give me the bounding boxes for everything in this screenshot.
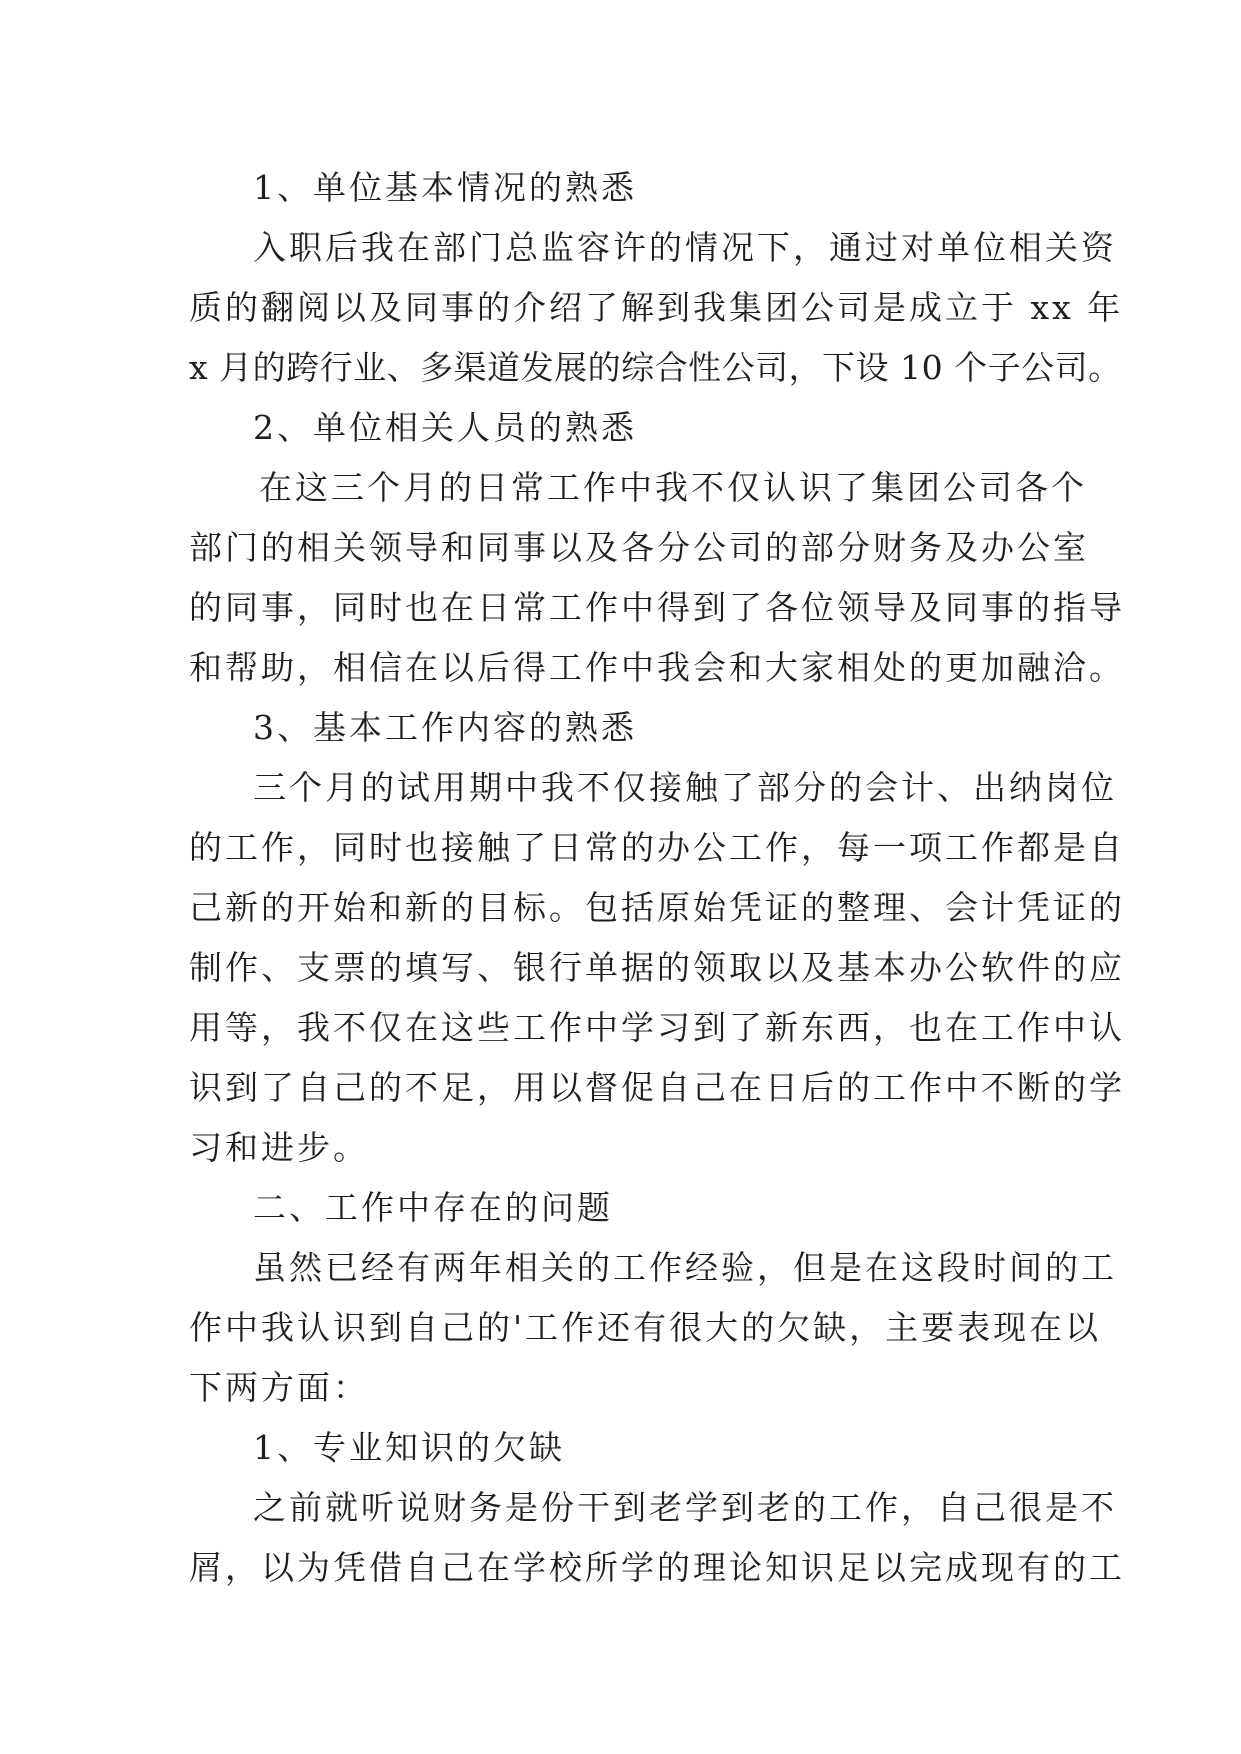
section-heading-2: 二、工作中存在的问题 (253, 1188, 613, 1227)
paragraph-line: 的同事，同时也在日常工作中得到了各位领导及同事的指导 (189, 588, 1125, 627)
section-heading-2-1: 1、专业知识的欠缺 (253, 1428, 565, 1467)
section-heading-1-1: 1、单位基本情况的熟悉 (253, 168, 637, 207)
paragraph-line: 虽然已经有两年相关的工作经验，但是在这段时间的工 (253, 1248, 1117, 1287)
paragraph-line: 部门的相关领导和同事以及各分公司的部分财务及办公室 (189, 528, 1089, 567)
paragraph-line: 识到了自己的不足，用以督促自己在日后的工作中不断的学 (189, 1068, 1125, 1107)
paragraph-line: 和帮助，相信在以后得工作中我会和大家相处的更加融洽。 (189, 648, 1125, 687)
paragraph-line: 作中我认识到自己的'工作还有很大的欠缺，主要表现在以 (189, 1308, 1102, 1347)
paragraph-line: 用等，我不仅在这些工作中学习到了新东西，也在工作中认 (189, 1008, 1125, 1047)
section-heading-1-2: 2、单位相关人员的熟悉 (253, 408, 637, 447)
paragraph-line: 屑，以为凭借自己在学校所学的理论知识足以完成现有的工 (189, 1548, 1125, 1587)
paragraph-line: 的工作，同时也接触了日常的办公工作，每一项工作都是自 (189, 828, 1125, 867)
paragraph-line: 下两方面： (189, 1368, 369, 1407)
paragraph-line: 入职后我在部门总监容许的情况下，通过对单位相关资 (253, 228, 1117, 267)
section-heading-1-3: 3、基本工作内容的熟悉 (253, 708, 637, 747)
paragraph-line: 质的翻阅以及同事的介绍了解到我集团公司是成立于 xx 年 (189, 288, 1124, 327)
paragraph-line: 三个月的试用期中我不仅接触了部分的会计、出纳岗位 (253, 768, 1117, 807)
paragraph-line: 在这三个月的日常工作中我不仅认识了集团公司各个 (259, 468, 1087, 507)
paragraph-line: 制作、支票的填写、银行单据的领取以及基本办公软件的应 (189, 948, 1125, 987)
document-body (189, 158, 1125, 1598)
paragraph-line: 习和进步。 (189, 1128, 369, 1167)
paragraph-line: x 月的跨行业、多渠道发展的综合性公司，下设 10 个子公司。 (189, 348, 1122, 387)
paragraph-line: 己新的开始和新的目标。包括原始凭证的整理、会计凭证的 (189, 888, 1125, 927)
paragraph-line: 之前就听说财务是份干到老学到老的工作，自己很是不 (253, 1488, 1117, 1527)
